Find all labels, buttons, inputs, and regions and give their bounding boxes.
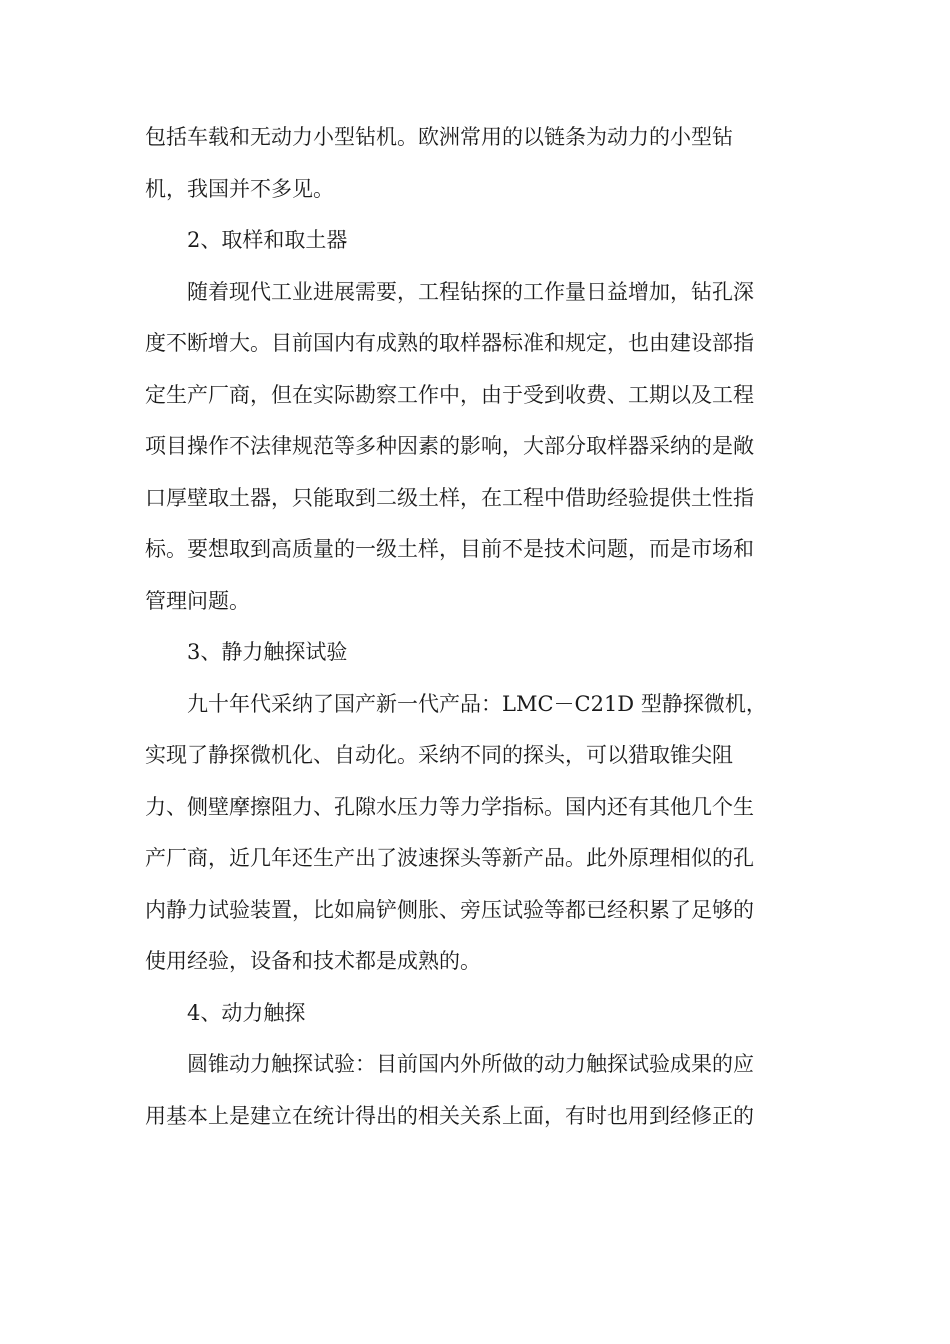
text-line: 随着现代工业进展需要，工程钻探的工作量日益增加，钻孔深 [187, 279, 754, 304]
text-line: 圆锥动力触探试验：目前国内外所做的动力触探试验成果的应 [187, 1052, 754, 1076]
text-line: 项目操作不法律规范等多种因素的影响，大部分取样器采纳的是敞 [145, 434, 754, 458]
text-line: 度不断增大。目前国内有成熟的取样器标准和规定，也由建设部指 [145, 331, 754, 355]
text-line: 九十年代采纳了国产新一代产品：LMC－C21D 型静探微机， [187, 691, 767, 716]
text-line: 标。要想取到高质量的一级土样，目前不是技术问题，而是市场和 [145, 537, 754, 561]
section-heading: 4、动力触探 [187, 1000, 306, 1025]
text-line: 口厚壁取土器，只能取到二级土样，在工程中借助经验提供土性指 [145, 485, 754, 510]
text-line: 力、侧壁摩擦阻力、孔隙水压力等力学指标。国内还有其他几个生 [145, 794, 754, 819]
text-line: 内静力试验装置，比如扁铲侧胀、旁压试验等都已经积累了足够的 [145, 897, 754, 922]
text-line: 管理问题。 [145, 588, 250, 613]
text-line: 机，我国并不多见。 [145, 176, 334, 201]
text-line: 用基本上是建立在统计得出的相关关系上面，有时也用到经修正的 [145, 1103, 754, 1128]
text-line: 实现了静探微机化、自动化。采纳不同的探头，可以猎取锥尖阻 [145, 743, 733, 767]
section-heading: 3、静力触探试验 [187, 640, 348, 664]
body-text [145, 112, 800, 1142]
text-line: 产厂商，近几年还生产出了波速探头等新产品。此外原理相似的孔 [145, 846, 754, 870]
text-line: 定生产厂商，但在实际勘察工作中，由于受到收费、工期以及工程 [145, 382, 754, 407]
text-line: 使用经验，设备和技术都是成熟的。 [145, 949, 481, 973]
text-line: 包括车载和无动力小型钻机。欧洲常用的以链条为动力的小型钻 [145, 125, 733, 149]
section-heading: 2、取样和取土器 [187, 228, 348, 252]
